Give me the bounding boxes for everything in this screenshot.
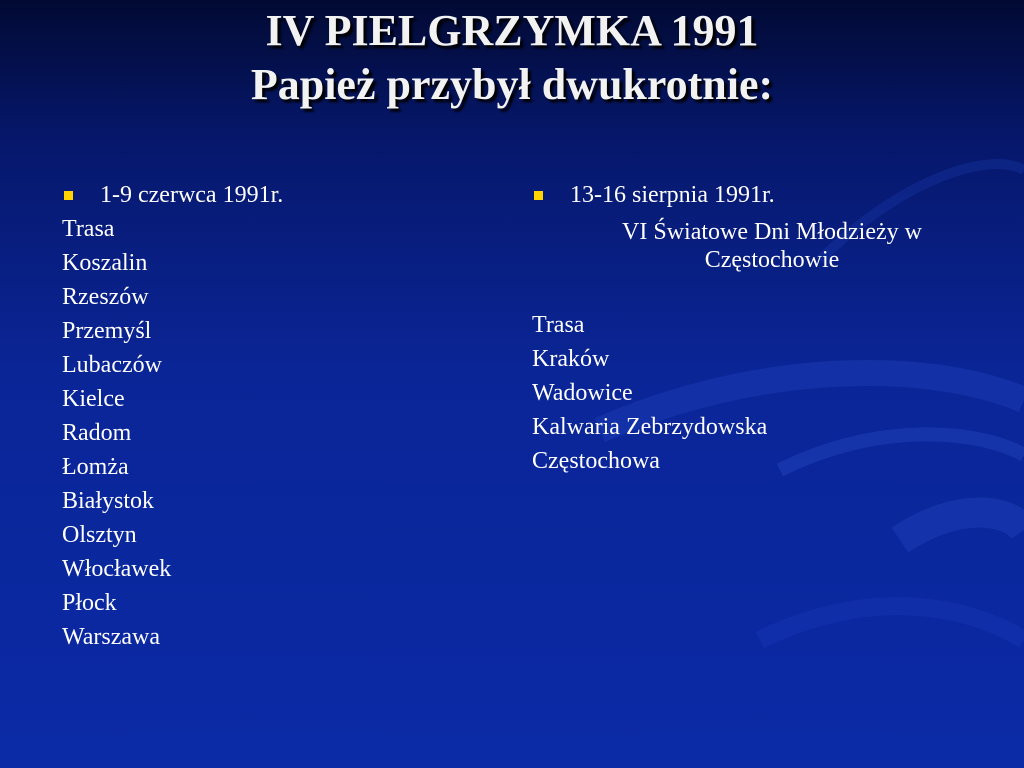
bullet-square-icon (64, 191, 73, 200)
subtitle-line-2: Częstochowie (704, 247, 840, 273)
bullet-square-icon (534, 191, 543, 200)
subtitle-line-1: VI Światowe Dni Młodzieży w (622, 219, 922, 245)
right-bullet-text: 13-16 sierpnia 1991r. (570, 182, 775, 208)
list-item: Olsztyn (62, 522, 137, 548)
list-item: Koszalin (62, 250, 148, 276)
left-bullet (62, 178, 482, 212)
title-line-1: IV PIELGRZYMKA 1991 (265, 6, 759, 55)
list-item: Częstochowa (532, 448, 660, 474)
list-item: Przemyśl (62, 318, 152, 344)
list-item: Białystok (62, 488, 155, 514)
right-subtitle (532, 218, 1002, 274)
list-item: Kraków (532, 346, 610, 372)
spacer (532, 274, 1002, 308)
list-item: Wadowice (532, 380, 633, 406)
list-item: Łomża (62, 454, 129, 480)
title-line-2: Papież przybył dwukrotnie: (250, 60, 774, 109)
left-column (62, 178, 482, 654)
list-item: Kalwaria Zebrzydowska (532, 414, 768, 440)
list-item: Lubaczów (62, 352, 162, 378)
slide-title (0, 4, 1024, 112)
list-item: Płock (62, 590, 117, 616)
list-item: Rzeszów (62, 284, 149, 310)
list-item: Włocławek (62, 556, 172, 582)
right-column (532, 178, 1002, 478)
left-bullet-text: 1-9 czerwca 1991r. (100, 182, 284, 208)
list-item: Warszawa (62, 624, 161, 650)
left-route-label: Trasa (62, 216, 115, 242)
list-item: Kielce (62, 386, 125, 412)
list-item: Radom (62, 420, 132, 446)
right-route-label: Trasa (532, 312, 585, 338)
right-bullet (532, 178, 1002, 212)
